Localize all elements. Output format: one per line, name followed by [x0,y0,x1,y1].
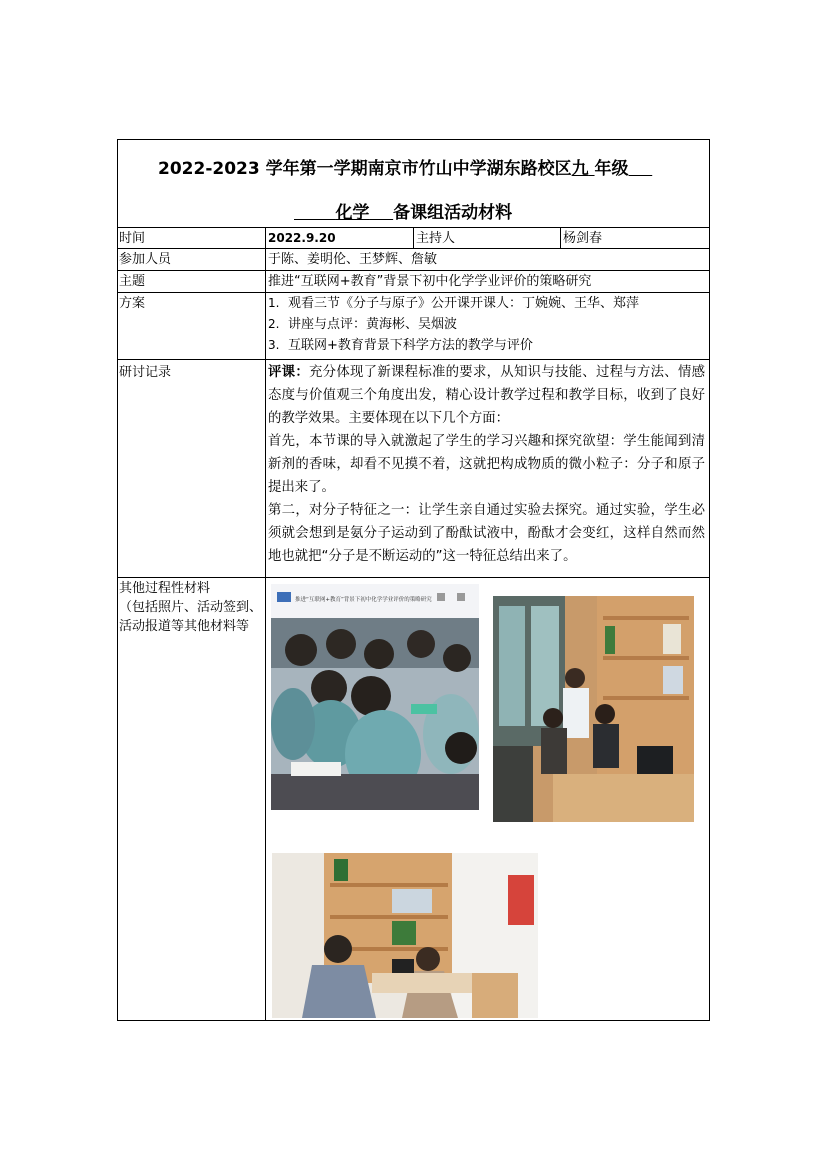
office-discussion-photo [272,853,538,1018]
record-paragraph-3: 第二，对分子特征之一：让学生亲自通过实验去探究。通过实验，学生必须就会想到是氨分子运动到了酚酞试液中，酚酞才会变红，这样自然而然地也就把“分子是不断运动的”这一特征总结出来了。 [268,503,705,564]
time-row [118,228,709,249]
host-label: 主持人 [414,228,561,248]
participants-label: 参加人员 [118,249,266,270]
title-grade-suffix: 年级 [594,159,629,179]
office-meeting-photo [493,596,694,822]
title-line-2 [294,198,512,223]
title-cell [118,140,709,228]
topic-row [118,271,709,293]
activity-record-table [117,139,710,1021]
materials-label: 其他过程性材料 （包括照片、活动签到、 活动报道等其他材料等 [118,578,266,1020]
time-label: 时间 [118,228,266,248]
plan-item: 1. 观看三节《分子与原子》公开课开课人：丁婉婉、王华、郑萍 [268,296,640,311]
record-label: 研讨记录 [118,360,266,577]
classroom-photo [271,584,479,810]
record-paragraph-1: 评课：充分体现了新课程标准的要求，从知识与技能、过程与方法、情感态度与价值观三个角度出发，精心设计教学过程和教学目标，收到了良好的教学效果。主要体现在以下几个方面： [268,365,706,426]
plan-item: 2. 讲座与点评：黄海彬、吴烟波 [268,317,458,332]
title-grade: 九 [571,159,589,179]
plan-list [266,293,709,359]
record-row [118,360,709,578]
participants-row [118,249,709,271]
time-value: 2022.9.20 [266,228,414,248]
photo-header-text: 推进“互联网+教育”背景下初中化学学业评价的策略研究 [295,597,432,603]
title-line-1 [158,154,652,179]
topic-value: 推进“互联网+教育”背景下初中化学学业评价的策略研究 [268,274,592,289]
plan-label: 方案 [118,293,266,359]
participants-value: 于陈、姜明伦、王梦辉、詹敏 [268,252,438,267]
record-paragraph-2: 首先，本节课的导入就激起了学生的学习兴趣和探究欲望：学生能闻到清新剂的香味，却看不见摸不着，这就把构成物质的微小粒子：分子和原子提出来了。 [268,434,705,495]
record-content [266,360,709,577]
title-suffix: 备课组活动材料 [393,203,513,223]
title-subject: 化学 [335,203,370,223]
host-value: 杨剑春 [563,231,603,246]
plan-item: 3. 互联网+教育背景下科学方法的教学与评价 [268,338,533,353]
topic-label: 主题 [118,271,266,292]
title-school: 2022-2023 学年第一学期南京市竹山中学湖东路校区 [158,159,572,179]
plan-row [118,293,709,360]
